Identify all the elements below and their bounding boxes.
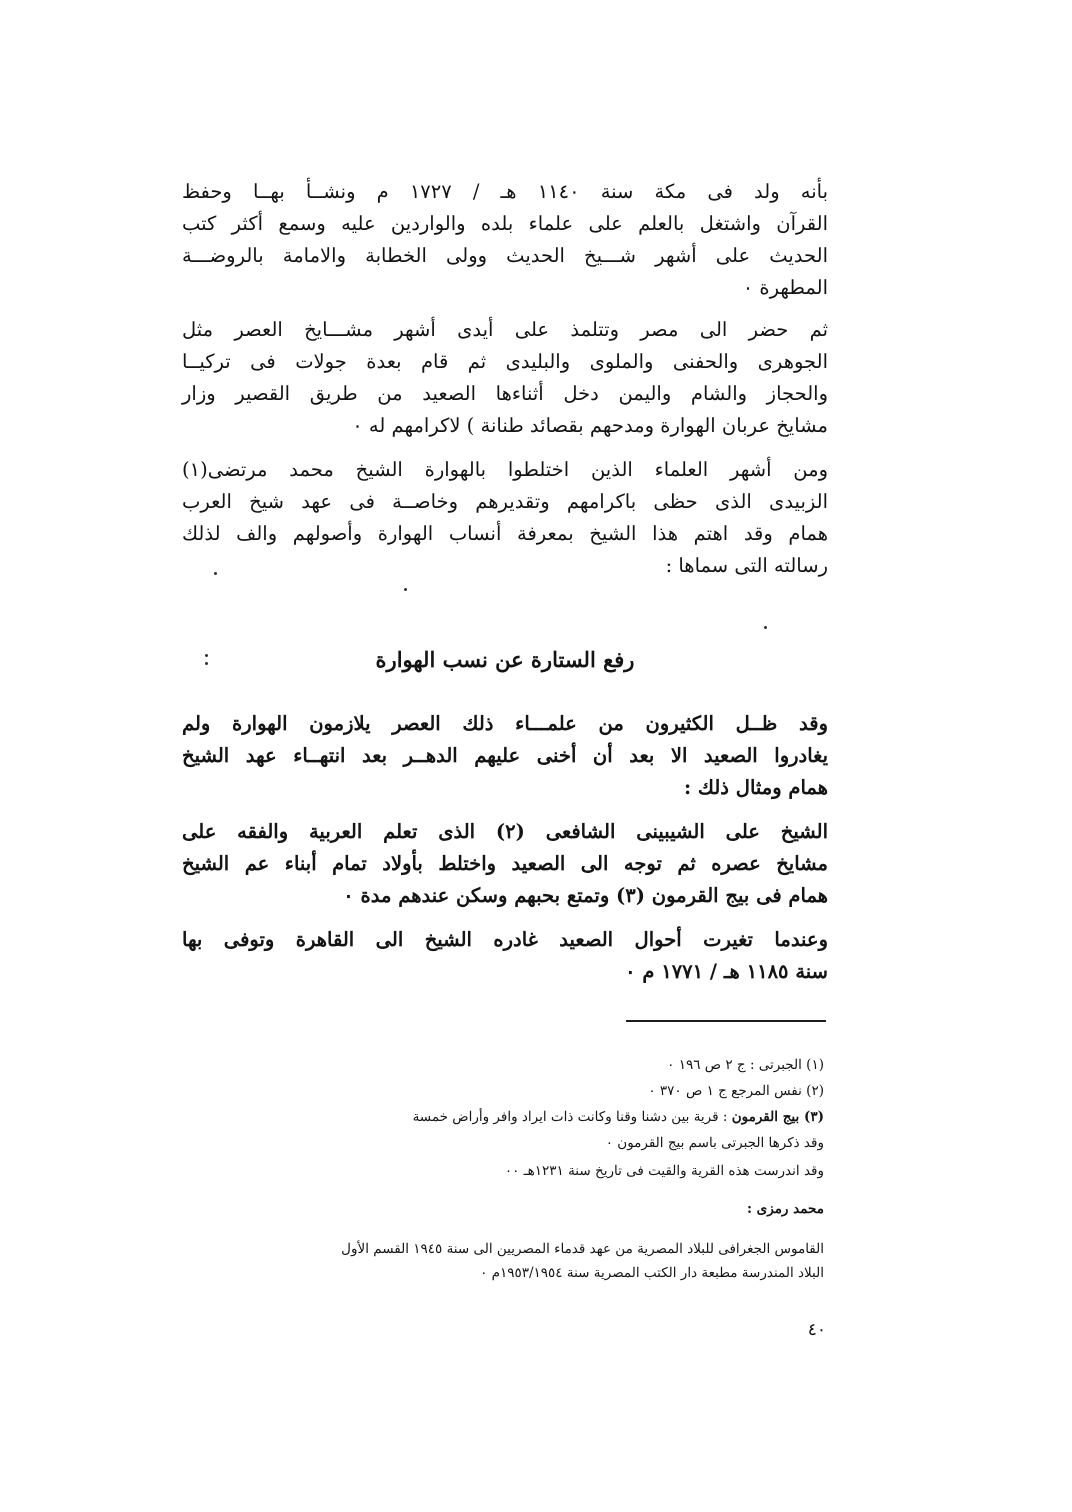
text-line: همام فى بيج القرمون (٣) وتمتع بحبهم وسكن عندهم مدة ٠ [343,884,828,907]
paragraph-3 [182,454,828,582]
scan-speck [205,654,208,657]
text-line: سنة ١١٨٥ هـ / ١٧٧١ م ٠ [625,960,828,983]
text-line: بأنه ولد فى مكة سنة ١١٤٠ هـ / ١٧٢٧ م ونشــأ بهــا وحفظ [182,180,828,203]
footnote-3 [184,1106,824,1128]
text-line: مشايخ عصره ثم توجه الى الصعيد واختلط بأولاد تمام أبناء عم الشيخ [182,852,828,875]
paragraph-5 [182,816,828,912]
footnote-3-label: (٣) بيج القرمون [731,1109,824,1125]
footnote-author [747,1198,824,1220]
text-line: مشايخ عربان الهوارة ومدحهم بقصائد طنانة ) لاكرامهم له ٠ [352,414,828,437]
footnote-separator [626,1020,826,1022]
footnote-2: (٢) نفس المرجع ج ١ ص ٣٧٠ ٠ [648,1083,824,1099]
text-line: ثم حضر الى مصر وتتلمذ على أيدى أشهر مشـــايخ العصر مثل [182,318,828,341]
section-heading: رفع الستارة عن نسب الهوارة [375,647,635,672]
text-line: والحجاز والشام واليمن دخل أثناءها الصعيد من طريق القصير وزار [182,382,828,405]
text-line: المطهرة ٠ [742,276,828,299]
text-line: ومن أشهر العلماء الذين اختلطوا بالهوارة الشيخ محمد مرتضى(١) [182,458,828,481]
paragraph-1 [182,176,828,304]
paragraph-2 [182,314,828,442]
scan-speck [764,626,767,629]
footnote-reference-1: القاموس الجغرافى للبلاد المصرية من عهد قدماء المصريين الى سنة ١٩٤٥ القسم الأول [341,1241,824,1257]
footnote-3-note: وقد اندرست هذه القرية والقيت فى تاريخ سنة ١٢٣١هـ ٠٠ [504,1163,824,1179]
text-line: الجوهرى والحفنى والملوى والبليدى ثم قام بعدة جولات فى تركيــا [182,350,828,373]
paragraph-4 [182,708,828,804]
text-line: همام ومثال ذلك : [683,776,828,799]
footnote-reference-2: البلاد المندرسة مطبعة دار الكتب المصرية سنة ١٩٥٣/١٩٥٤م ٠ [480,1265,824,1281]
page-number: ٤٠ [807,1320,826,1340]
text-line: القرآن واشتغل بالعلم على علماء بلده والواردين عليه وسمع أكثر كتب [182,212,828,235]
footnote-3-continued: وقد ذكرها الجبرتى باسم بيج القرمون ٠ [605,1135,824,1151]
text-line: وعندما تغيرت أحوال الصعيد غادره الشيخ الى القاهرة وتوفى بها [182,928,828,951]
text-line: يغادروا الصعيد الا بعد أن أخنى عليهم الدهــر بعد انتهــاء عهد الشيخ [182,744,828,767]
footnote-1: (١) الجبرتى : ج ٢ ص ١٩٦ ٠ [667,1057,824,1073]
text-line: الشيخ على الشيبينى الشافعى (٢) الذى تعلم العربية والفقه على [182,820,828,843]
text-line: وقد ظــل الكثيرون من علمـــاء ذلك العصر يلازمون الهوارة ولم [182,712,828,735]
text-line: الحديث على أشهر شـــيخ الحديث وولى الخطابة والامامة بالروضـــة [182,244,828,267]
scan-speck [205,662,208,665]
paragraph-6 [182,924,828,988]
text-line: همام وقد اهتم هذا الشيخ بمعرفة أنساب الهوارة وأصولهم والف لذلك [182,522,828,545]
footnote-3-text: : قرية بين دشنا وقنا وكانت ذات ايراد وافر وأراض خمسة [412,1109,728,1125]
scan-speck [214,572,217,575]
author-name: محمد رمزى : [747,1201,824,1217]
text-line: رسالته التى سماها : [665,554,828,577]
text-line: الزبيدى الذى حظى باكرامهم وتقديرهم وخاصــة فى عهد شيخ العرب [182,490,828,513]
scan-speck [404,588,407,591]
